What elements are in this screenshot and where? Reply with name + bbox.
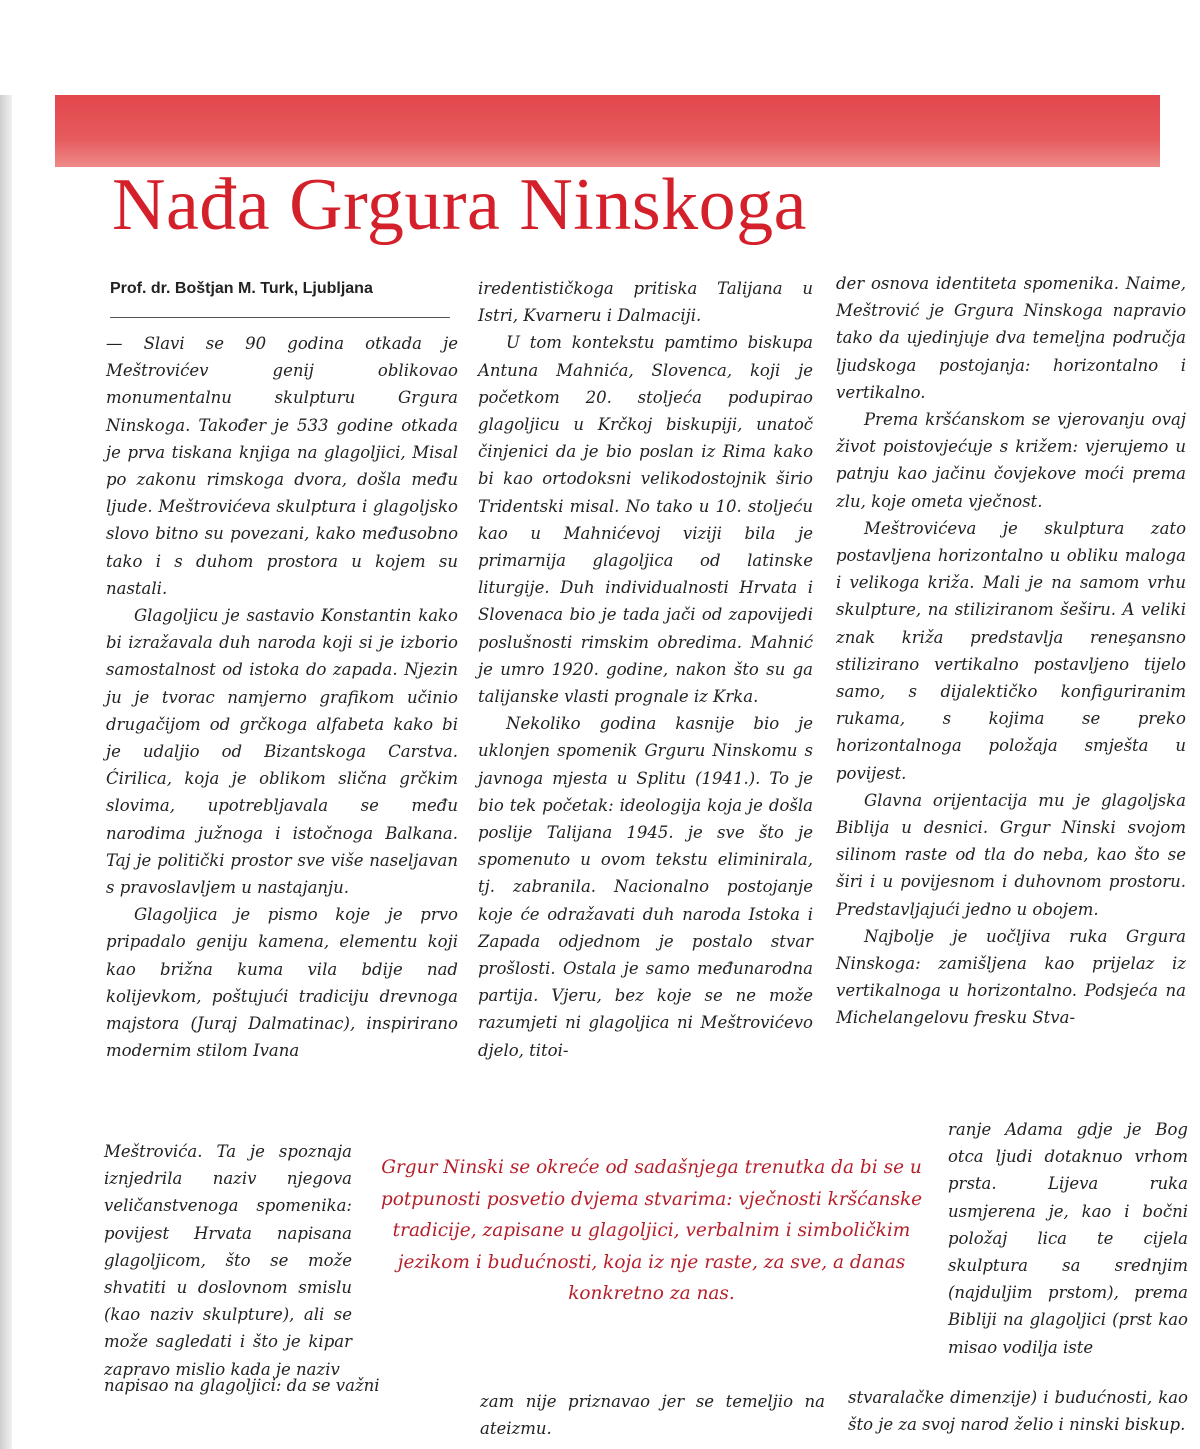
col3-paragraph-5: Najbolje je uočljiva ruka Grgura Ninskoga: zamišljena kao prijelaz iz vertikalnoga u horizontalno. Podsjeća na Michelangelovu fresku Stva- (836, 926, 1186, 1028)
column-2-tail (480, 1388, 825, 1442)
column-3-wrap (948, 1116, 1188, 1361)
col2-paragraph-3: Nekoliko godina kasnije bio je uklonjen spomenik Grguru Ninskomu s javnoga mjesta u Splitu (1941.). To je bio tek početak: ideologija koja je došla poslije Talijana 1945. je sve što je spomenuto u ovom tekstu eliminirala, tj. zabranila. Nacionalno postojanje koje će odražavati duh naroda Istoka i Zapada odjednom je postalo stvar prošlosti. Ostala je samo međunarodna partija. Vjeru, bez koje se ne može razumjeti ni glagoljica ni Meštrovićevo djelo, titoi- (478, 714, 813, 1060)
article-byline: Prof. dr. Boštjan M. Turk, Ljubljana (110, 280, 373, 297)
col1-paragraph-3-cont: Meštrovića. Ta je spoznaja iznjedrila naziv njegova veličanstvenoga spomenika: povijest Hrvata napisana glagoljicom, što se može shvatiti u doslovnom smislu (kao naziv skulpture), ali se može sagledati i što je kipar zapravo mislio kada je naziv (104, 1142, 352, 1379)
col3-paragraph-4: Glavna orijentacija mu je glagoljska Biblija u desnici. Grgur Ninski svojom silinom raste od tla do neba, kao što se širi i u povijesnom i duhovnom prostoru. Predstavljajući jedno u obojem. (836, 790, 1186, 919)
col3-paragraph-5-cont: ranje Adama gdje je Bog otca ljudi dotaknuo vrhom prsta. Lijeva ruka usmjerena je, kao i bočni položaj lica te cijela skulptura sa srednjim (najduljim prstom), prema Bibliji na glagoljici (prst kao misao vodilja iste (948, 1120, 1188, 1357)
col2-paragraph-3-tail: zam nije priznavao jer se temeljio na ateizmu. (480, 1392, 825, 1439)
col2-paragraph-2: U tom kontekstu pamtimo biskupa Antuna Mahnića, Slovenca, koji je početkom 20. stoljeća podupirao glagoljicu u Krčkoj biskupiji, unatoč činjenici da je bio poslan iz Rima kako bi kao ortodoksni velikodostojnik širio Tridentski misal. No tako u 10. stoljeću kao u Mahnićevoj viziji bila je primarnija glagoljica od latinske liturgije. Duh individualnosti Hrvata i Slovenaca bio je tada jači od zapovijedi poslušnosti rimskim obredima. Mahnić je umro 1920. godine, nakon što su ga talijanske vlasti prognale iz Krka. (478, 333, 813, 707)
col1-paragraph-3: Glagoljica je pismo koje je prvo pripadalo geniju kamena, elementu koji kao brižna kuma vila bdije nad kolijevkom, poštujući tradiciju drevnoga majstora (Juraj Dalmatinac), inspirirano modernim stilom Ivana (106, 905, 458, 1061)
page-edge-shadow (0, 95, 12, 1449)
byline-divider (110, 317, 450, 318)
col2-paragraph-1: iredentističkoga pritiska Talijana u Istri, Kvarneru i Dalmaciji. (478, 279, 813, 326)
header-red-band (55, 95, 1160, 167)
col1-paragraph-2: Glagoljicu je sastavio Konstantin kako bi izražavala duh naroda koji si je izborio samostalnost od istoka do zapada. Njezin ju je tvorac namjerno grafikom učinio drugačijom od grčkoga alfabeta kako bi je udaljio od Bizantskoga Carstva. Ćirilica, koja je oblikom slična grčkim slovima, upotrebljavala se među narodima južnoga i istočnoga Balkana. Taj je politički prostor sve više naseljavan s pravoslavljem u nastajanju. (106, 606, 458, 898)
col1-paragraph-3-tail: napisao na glagoljici: da se važni (104, 1376, 380, 1395)
column-2 (478, 275, 813, 1064)
pull-quote: Grgur Ninski se okreće od sadašnjega trenutka da bi se u potpunosti posvetio dvjema stvarima: vječnosti kršćanske tradicije, zapisane u glagoljici, verbalnim i simboličkim jezikom i budućnosti, koja iz nje raste, za sve, a danas konkretno za nas. (380, 1157, 923, 1304)
column-1-tail (104, 1372, 456, 1399)
article-title: Nađa Grgura Ninskoga (112, 164, 808, 246)
column-1 (106, 330, 458, 1064)
col3-paragraph-1: der osnova identiteta spomenika. Naime, Meštrović je Grgura Ninskoga napravio tako da ujedinjuje dva temeljna područja ljudskoga postojanja: horizontalno i vertikalno. (836, 274, 1186, 402)
col3-paragraph-3: Meštrovićeva je skulptura zato postavljena horizontalno u obliku maloga i velikoga križa. Mali je na samom vrhu skulpture, na stiliziranom šeširu. A veliki znak križa predstavlja reneşansno stilizirano vertikalno postavljeno tijelo samo, s dijalektičko konfiguriranim rukama, s kojima se preko horizontalnoga položaja smješta u povijest. (836, 518, 1186, 783)
col3-paragraph-5-tail: stvaralačke dimenzije) i budućnosti, kao što je za svoj narod želio i ninski biskup. (848, 1388, 1188, 1435)
col1-paragraph-1: — Slavi se 90 godina otkada je Meštrovićev genij oblikovao monumentalnu skulpturu Grgura Ninskoga. Također je 533 godine otkada je prva tiskana knjiga na glagoljici, Misal po zakonu rimskoga dvora, došla među ljude. Meštrovićeva skulptura i glagoljsko slovo bitno su povezani, kako međusobno tako i s duhom prostora u kojem su nastali. (106, 334, 458, 598)
column-1-wrap (104, 1138, 352, 1383)
column-3-tail (848, 1384, 1188, 1438)
column-3 (836, 270, 1186, 1032)
col3-paragraph-2: Prema kršćanskom se vjerovanju ovaj život poistovjećuje s križem: vjerujemo u patnju kao jačinu čovjekove moći prema zlu, koje ometa vječnost. (836, 410, 1186, 511)
